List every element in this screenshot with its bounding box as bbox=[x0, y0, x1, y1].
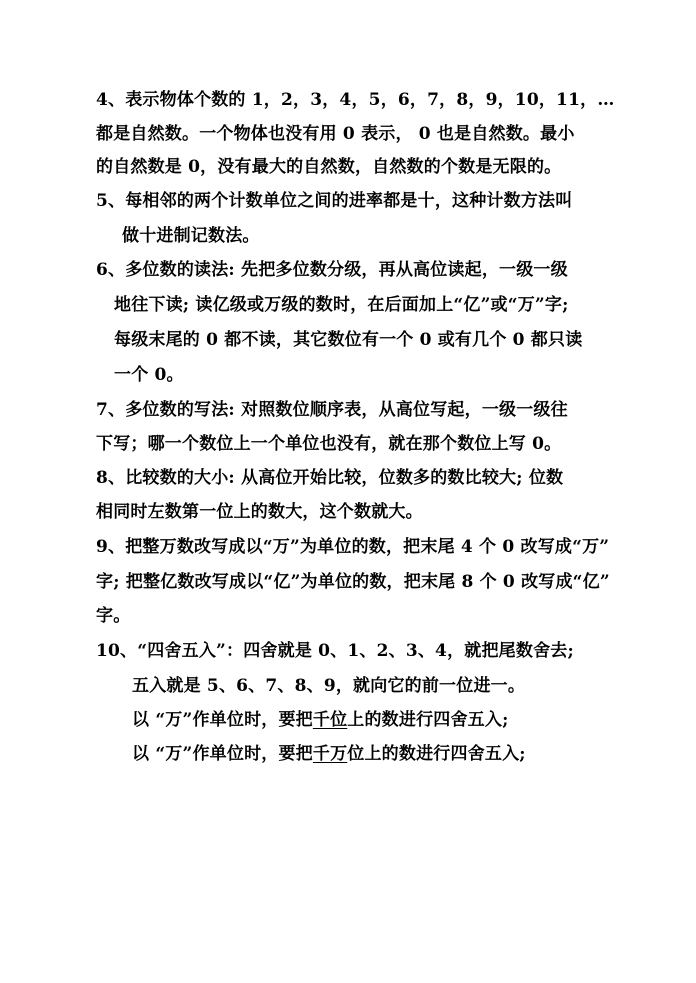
item-4-line-1: 4、表示物体个数的 1，2，3，4，5，6，7，8，9，10，11，… bbox=[96, 90, 615, 110]
item-9-line-3: 字。 bbox=[96, 606, 131, 626]
item-6-line-3: 每级末尾的 0 都不读，其它数位有一个 0 或有几个 0 都只读 bbox=[114, 330, 583, 350]
item-4-line-3: 的自然数是 0，没有最大的自然数，自然数的个数是无限的。 bbox=[96, 157, 562, 177]
item-10-rule-wan bbox=[132, 709, 582, 731]
item-5-line-2: 做十进制记数法。 bbox=[122, 226, 260, 246]
rule-wan-before: 以 “万”作单位时，要把 bbox=[132, 710, 313, 730]
item-6-line-2: 地往下读; 读亿级或万级的数时，在后面加上“亿”或“万”字; bbox=[114, 295, 569, 315]
item-6-line-1: 6、多位数的读法: 先把多位数分级，再从高位读起，一级一级 bbox=[96, 260, 568, 280]
rule-yi-after: 位上的数进行四舍五入; bbox=[347, 744, 526, 764]
item-10-rule-yi bbox=[132, 743, 592, 765]
rule-yi-underlined: 千万 bbox=[312, 744, 348, 764]
rule-yi-before: 以 “万”作单位时，要把 bbox=[132, 744, 313, 764]
rule-wan-after: 上的数进行四舍五入; bbox=[347, 710, 509, 730]
item-9-line-2: 字; 把整亿数改写成以“亿”为单位的数，把末尾 8 个 0 改写成“亿” bbox=[96, 572, 610, 592]
item-5-line-1: 5、每相邻的两个计数单位之间的进率都是十，这种计数方法叫 bbox=[96, 191, 573, 211]
item-9-line-1: 9、把整万数改写成以“万”为单位的数，把末尾 4 个 0 改写成“万” bbox=[96, 537, 610, 557]
item-8-line-1: 8、比较数的大小: 从高位开始比较，位数多的数比较大; 位数 bbox=[96, 468, 564, 488]
item-6-line-4: 一个 0。 bbox=[114, 365, 184, 385]
rule-wan-underlined: 千位 bbox=[312, 710, 348, 730]
item-4-line-2: 都是自然数。一个物体也没有用 0 表示， 0 也是自然数。最小 bbox=[96, 124, 575, 144]
item-10-line-2: 五入就是 5、6、7、8、9，就向它的前一位进一。 bbox=[132, 676, 526, 696]
item-7-line-2: 下写；哪一个数位上一个单位也没有，就在那个数位上写 0。 bbox=[96, 434, 562, 454]
item-10-line-1: 10、“四舍五入”：四舍就是 0、1、2、3、4，就把尾数舍去; bbox=[96, 641, 574, 661]
item-7-line-1: 7、多位数的写法: 对照数位顺序表，从高位写起，一级一级往 bbox=[96, 400, 568, 420]
item-8-line-2: 相同时左数第一位上的数大，这个数就大。 bbox=[96, 502, 423, 522]
